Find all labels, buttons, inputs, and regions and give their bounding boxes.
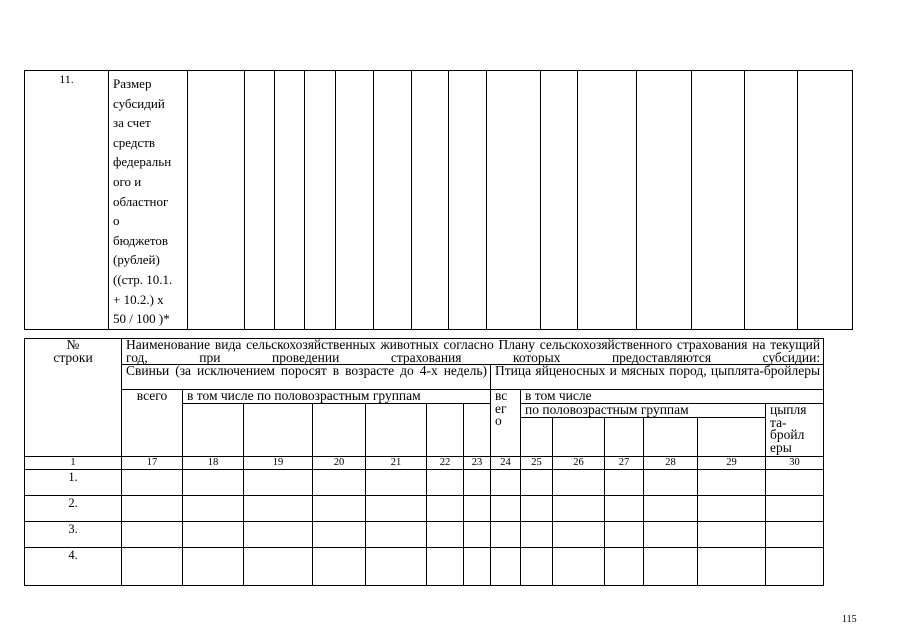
data-cell: [644, 547, 698, 585]
column-number: 17: [122, 456, 183, 469]
table-row: [25, 469, 824, 495]
column-number: 25: [521, 456, 553, 469]
row-number: 4.: [25, 547, 122, 585]
data-cell: [521, 547, 553, 585]
header-cell: [464, 404, 491, 457]
data-cell: [766, 521, 824, 547]
data-cell: [521, 495, 553, 521]
data-cell: [766, 547, 824, 585]
data-cell: [275, 71, 305, 330]
pigs-header: Свиньи (за исключением поросят в возрасте до 4-х недель): [122, 365, 491, 390]
column-number: 23: [464, 456, 491, 469]
data-cell: [491, 521, 521, 547]
data-cell: [698, 495, 766, 521]
animal-type-header: Наименование вида сельскохозяйственных животных согласно Плану сельскохозяйственного страхования на текущий год, при проведении страхования которых предоставляются субсидии:: [122, 339, 824, 365]
data-cell: [122, 547, 183, 585]
data-cell: [366, 521, 427, 547]
header-cell: [313, 404, 366, 457]
column-number: 29: [698, 456, 766, 469]
data-cell: [122, 469, 183, 495]
table-row: [25, 547, 824, 585]
data-cell: [427, 521, 464, 547]
table-row: [25, 495, 824, 521]
data-cell: [487, 71, 541, 330]
row-number-header: № строки: [25, 339, 122, 457]
header-cell: [183, 404, 244, 457]
data-cell: [692, 71, 745, 330]
row-number: 2.: [25, 495, 122, 521]
column-number: 30: [766, 456, 824, 469]
header-cell: [366, 404, 427, 457]
poultry-incl-header: в том числе: [521, 390, 824, 404]
data-cell: [313, 469, 366, 495]
data-cell: [245, 71, 275, 330]
row-label-cell: [109, 71, 188, 330]
data-cell: [427, 495, 464, 521]
data-cell: [366, 469, 427, 495]
data-cell: [122, 495, 183, 521]
data-cell: [122, 521, 183, 547]
data-cell: [798, 71, 853, 330]
data-cell: [605, 469, 644, 495]
row-number: 1.: [25, 469, 122, 495]
data-cell: [464, 495, 491, 521]
header-cell: [644, 417, 698, 456]
subsidy-size-table: [24, 70, 853, 330]
data-cell: [553, 495, 605, 521]
table-row: [25, 71, 853, 330]
data-cell: [366, 495, 427, 521]
column-number: 21: [366, 456, 427, 469]
row-number-text: 11.: [59, 72, 74, 86]
data-cell: [637, 71, 692, 330]
data-cell: [766, 495, 824, 521]
data-cell: [244, 547, 313, 585]
column-number: 1: [25, 456, 122, 469]
column-number: 19: [244, 456, 313, 469]
data-cell: [427, 469, 464, 495]
header-cell: [698, 417, 766, 456]
data-cell: [188, 71, 245, 330]
poultry-total-header: вс ег о: [491, 390, 521, 457]
column-number: 20: [313, 456, 366, 469]
data-cell: [244, 521, 313, 547]
header-cell: [244, 404, 313, 457]
data-cell: [244, 495, 313, 521]
pigs-by-age-header: в том числе по половозрастным группам: [183, 390, 491, 404]
header-cell: [427, 404, 464, 457]
data-cell: [698, 521, 766, 547]
data-cell: [313, 521, 366, 547]
data-cell: [305, 71, 336, 330]
row-number: 3.: [25, 521, 122, 547]
data-cell: [449, 71, 487, 330]
data-cell: [313, 495, 366, 521]
data-cell: [412, 71, 449, 330]
data-cell: [491, 469, 521, 495]
data-cell: [644, 495, 698, 521]
data-cell: [366, 547, 427, 585]
data-cell: [766, 469, 824, 495]
poultry-header: Птица яйценосных и мясных пород, цыплята-бройлеры: [491, 365, 824, 390]
data-cell: [183, 521, 244, 547]
data-cell: [464, 521, 491, 547]
header-cell: [605, 417, 644, 456]
data-cell: [491, 495, 521, 521]
row-number: [25, 71, 109, 330]
data-cell: [553, 547, 605, 585]
data-cell: [605, 521, 644, 547]
column-number: 28: [644, 456, 698, 469]
column-number: 22: [427, 456, 464, 469]
data-cell: [521, 469, 553, 495]
column-number: 27: [605, 456, 644, 469]
column-number: 24: [491, 456, 521, 469]
page-number: 115: [842, 614, 857, 625]
column-number: 18: [183, 456, 244, 469]
data-cell: [464, 547, 491, 585]
data-cell: [553, 469, 605, 495]
data-cell: [464, 469, 491, 495]
broilers-header: цыпля та- бройл еры: [766, 404, 824, 457]
data-cell: [244, 469, 313, 495]
data-cell: [336, 71, 374, 330]
subsidy-size-label: Размер субсидий за счет средств федеральн ого и областног о бюджетов (рублей) ((стр. 10.1. + 10.2.) х 50 / 100 )*: [113, 76, 173, 327]
column-numbers-row: [25, 456, 824, 469]
data-cell: [553, 521, 605, 547]
data-cell: [183, 547, 244, 585]
data-cell: [521, 521, 553, 547]
column-number: 26: [553, 456, 605, 469]
data-cell: [644, 469, 698, 495]
data-cell: [605, 547, 644, 585]
data-cell: [541, 71, 578, 330]
data-cell: [644, 521, 698, 547]
data-cell: [183, 495, 244, 521]
insurance-subsidy-table: [24, 338, 824, 586]
table-row: [25, 521, 824, 547]
data-cell: [605, 495, 644, 521]
data-cell: [698, 469, 766, 495]
data-cell: [578, 71, 637, 330]
data-cell: [745, 71, 798, 330]
data-cell: [698, 547, 766, 585]
data-cell: [491, 547, 521, 585]
header-cell: [521, 417, 553, 456]
header-cell: [553, 417, 605, 456]
data-cell: [427, 547, 464, 585]
data-cell: [183, 469, 244, 495]
poultry-by-age-header: по половозрастным группам: [521, 404, 766, 418]
pigs-total-header: всего: [122, 390, 183, 457]
data-cell: [313, 547, 366, 585]
data-cell: [374, 71, 412, 330]
